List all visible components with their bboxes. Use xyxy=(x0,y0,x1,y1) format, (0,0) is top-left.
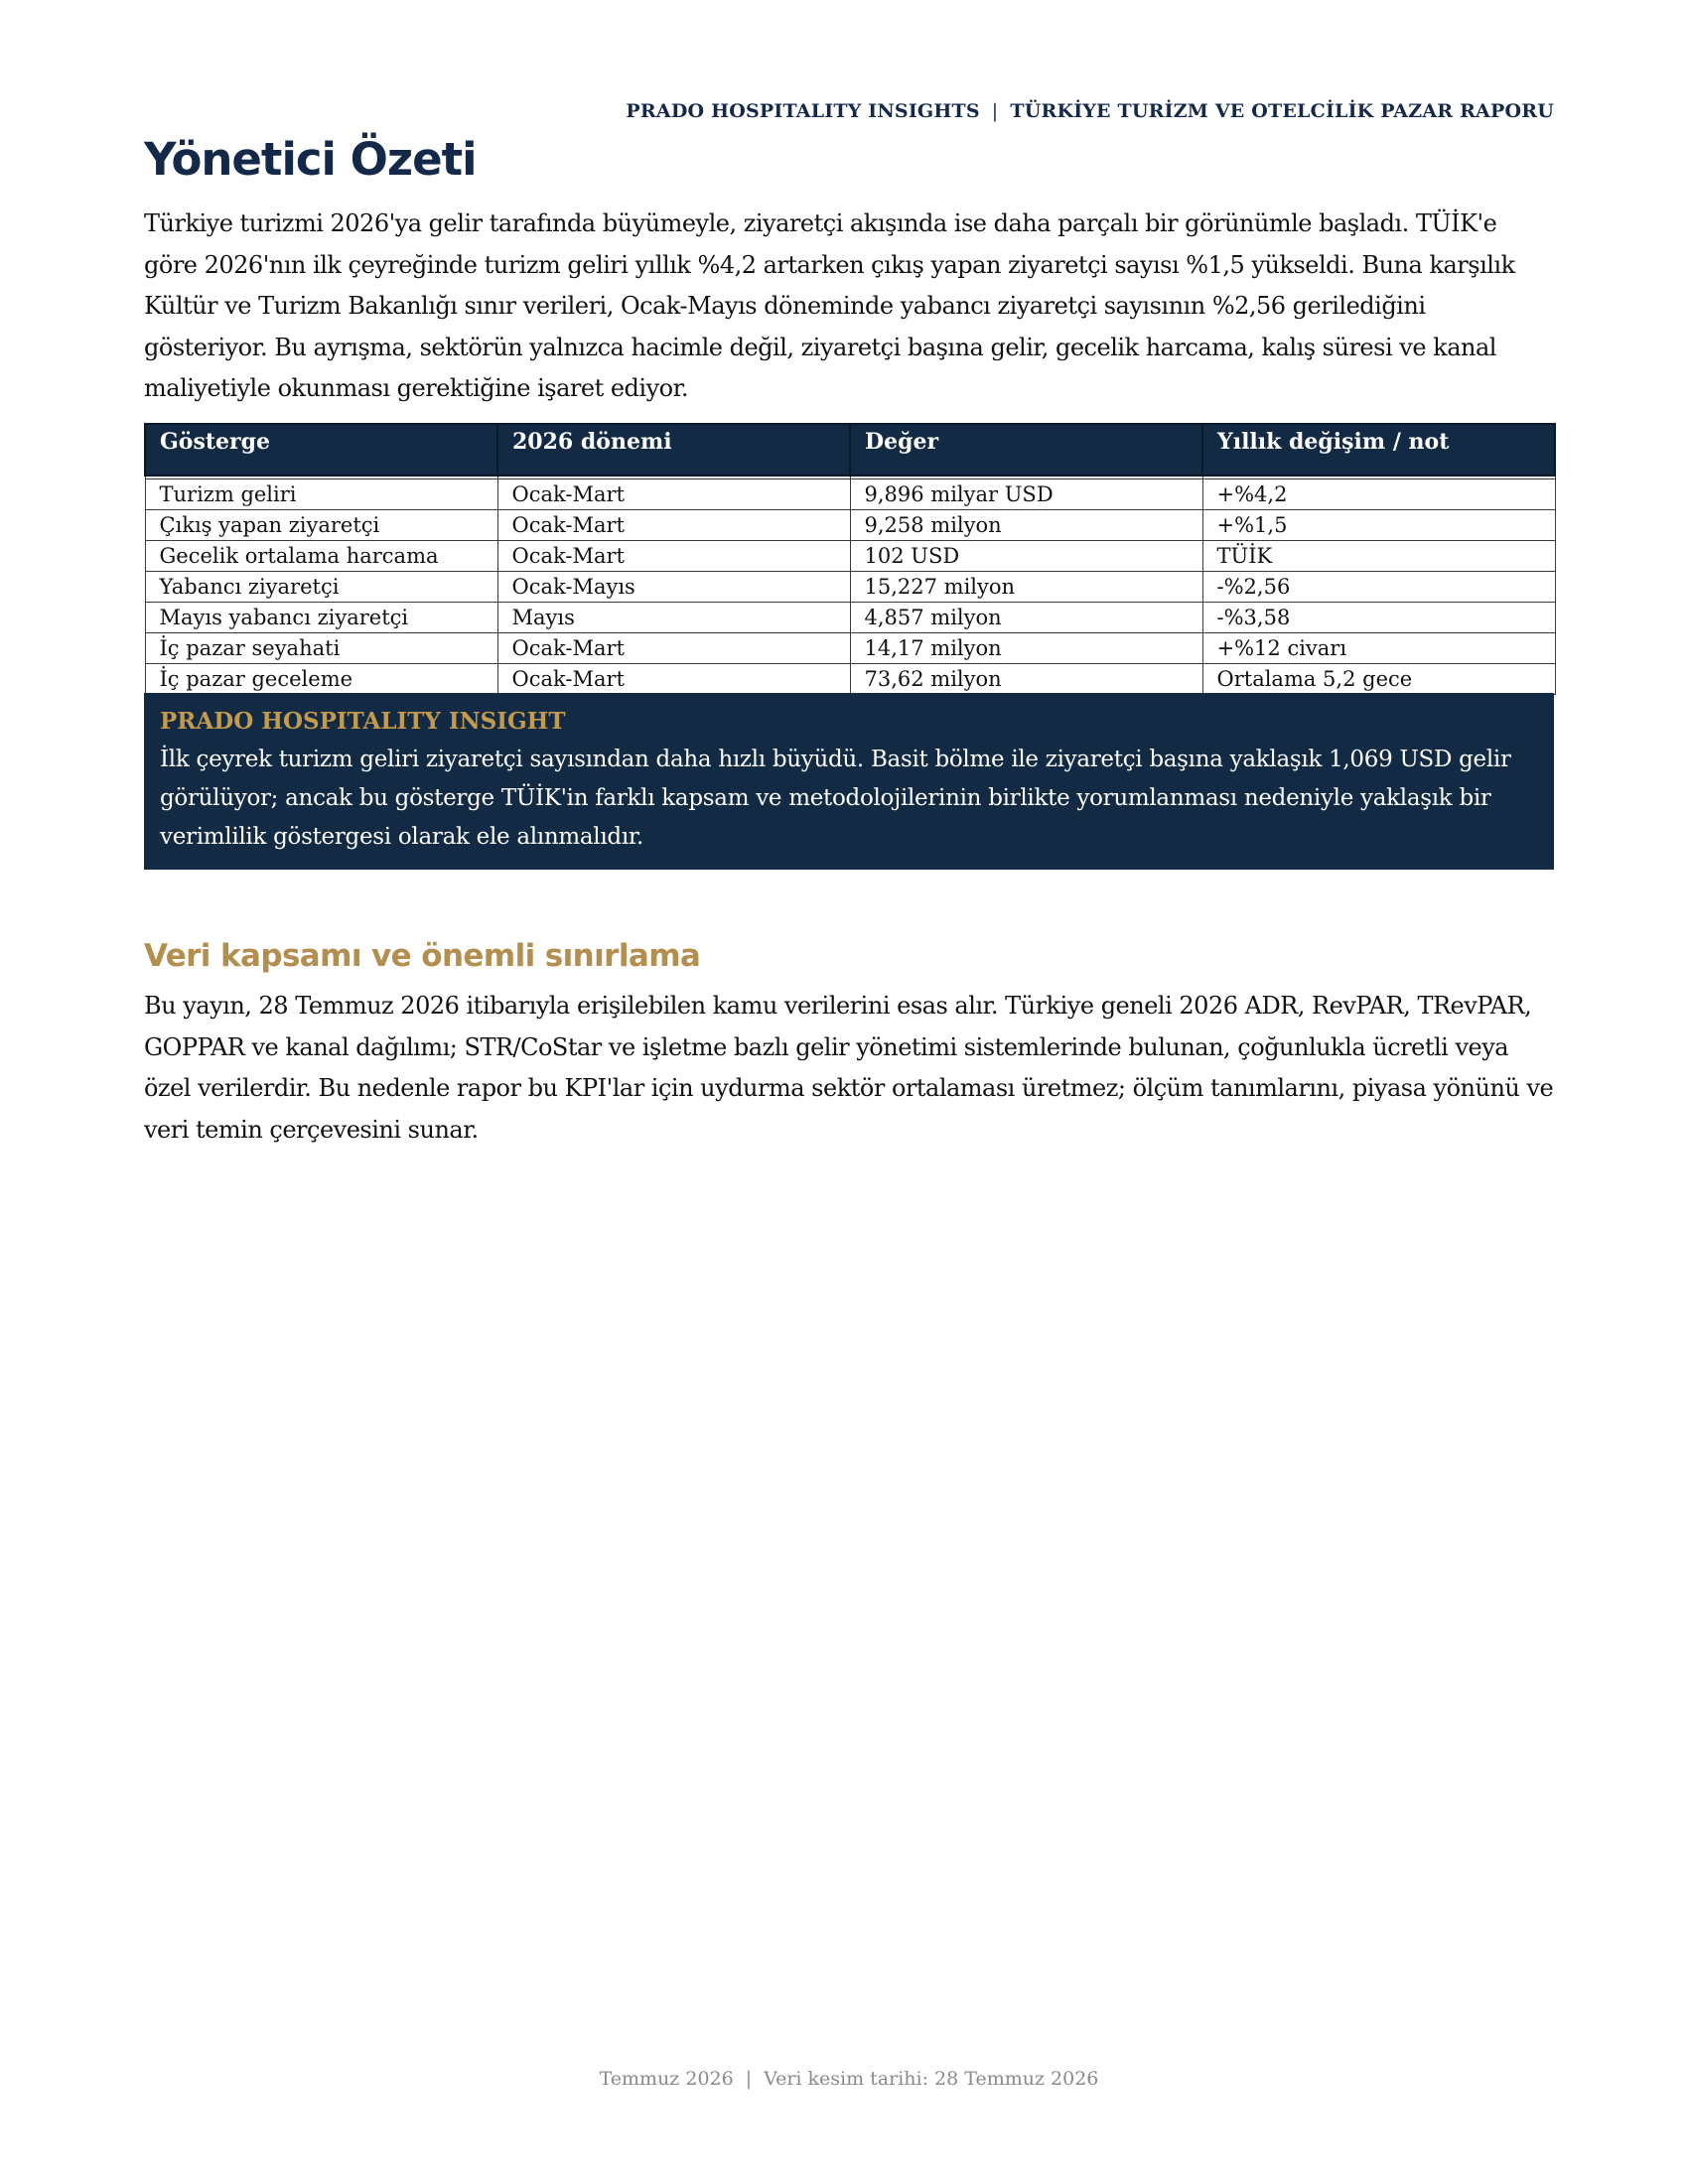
table-row xyxy=(145,510,1555,541)
section-paragraph: Bu yayın, 28 Temmuz 2026 itibarıyla erişilebilen kamu verilerini esas alır. Türkiye geneli 2026 ADR, RevPAR, TRevPAR, GOPPAR ve kanal dağılımı; STR/CoStar ve işletme bazlı gelir yönetimi sistemlerinde bulunan, çoğunlukla ücretli veya özel verilerdir. Bu nedenle rapor bu KPI'lar için uydurma sektör ortalaması üretmez; ölçüm tanımlarını, piyasa yönünü ve veri temin çerçevesini sunar. xyxy=(144,992,1554,1144)
insight-title: PRADO HOSPITALITY INSIGHT xyxy=(160,708,566,735)
table-cell: 15,227 milyon xyxy=(850,572,1202,603)
header-brand: PRADO HOSPITALITY INSIGHTS xyxy=(626,100,980,122)
footer-cutoff: Veri kesim tarihi: 28 Temmuz 2026 xyxy=(764,2068,1099,2090)
document-page xyxy=(144,0,1554,2184)
table-cell: -%2,56 xyxy=(1202,572,1555,603)
insight-text: İlk çeyrek turizm geliri ziyaretçi sayısından daha hızlı büyüdü. Basit bölme ile ziyaretçi başına yaklaşık 1,069 USD gelir görülüyor; ancak bu gösterge TÜİK'in farklı kapsam ve metodolojilerinin birlikte yorumlanması nedeniyle yaklaşık bir verimlilik göstergesi olarak ele alınmalıdır. xyxy=(160,747,1511,850)
table-cell: +%1,5 xyxy=(1202,510,1555,541)
header-separator: | xyxy=(991,100,999,122)
section-title: Veri kapsamı ve önemli sınırlama xyxy=(144,938,701,974)
table-cell: 9,258 milyon xyxy=(850,510,1202,541)
table-cell: Ocak-Mart xyxy=(497,479,850,510)
table-row xyxy=(145,572,1555,603)
table-cell: Ocak-Mart xyxy=(497,541,850,572)
table-header-row xyxy=(145,424,1555,476)
footer-separator: | xyxy=(745,2068,753,2090)
table-cell: +%12 civarı xyxy=(1202,633,1555,664)
table-header-cell: Gösterge xyxy=(145,424,497,476)
table-row xyxy=(145,479,1555,510)
table-cell: TÜİK xyxy=(1202,541,1555,572)
table-cell: 14,17 milyon xyxy=(850,633,1202,664)
insight-callout xyxy=(144,693,1554,870)
table-cell: Çıkış yapan ziyaretçi xyxy=(145,510,497,541)
table-cell: 73,62 milyon xyxy=(850,664,1202,695)
table-row xyxy=(145,664,1555,695)
intro-paragraph: Türkiye turizmi 2026'ya gelir tarafında büyümeyle, ziyaretçi akışında ise daha parçalı bir görünümle başladı. TÜİK'e göre 2026'nın ilk çeyreğinde turizm geliri yıllık %4,2 artarken çıkış yapan ziyaretçi sayısı %1,5 yükseldi. Buna karşılık Kültür ve Turizm Bakanlığı sınır verileri, Ocak-Mayıs döneminde yabancı ziyaretçi sayısının %2,56 gerilediğini gösteriyor. Bu ayrışma, sektörün yalnızca hacimle değil, ziyaretçi başına gelir, gecelik harcama, kalış süresi ve kanal maliyetiyle okunması gerektiğine işaret ediyor. xyxy=(144,209,1515,402)
table-cell: İç pazar geceleme xyxy=(145,664,497,695)
table-cell: Ortalama 5,2 gece xyxy=(1202,664,1555,695)
header-report-title: TÜRKİYE TURİZM VE OTELCİLİK PAZAR RAPORU xyxy=(1010,100,1554,122)
table-cell: Yabancı ziyaretçi xyxy=(145,572,497,603)
table-cell: 9,896 milyar USD xyxy=(850,479,1202,510)
table-row xyxy=(145,541,1555,572)
indicator-table xyxy=(144,423,1556,695)
table-cell: Ocak-Mart xyxy=(497,510,850,541)
footer-date: Temmuz 2026 xyxy=(599,2068,734,2090)
page-footer xyxy=(144,2068,1554,2090)
table-row xyxy=(145,633,1555,664)
table-header-cell: 2026 dönemi xyxy=(497,424,850,476)
table-cell: +%4,2 xyxy=(1202,479,1555,510)
table-row xyxy=(145,603,1555,633)
table-cell: Turizm geliri xyxy=(145,479,497,510)
table-cell: İç pazar seyahati xyxy=(145,633,497,664)
table-cell: Gecelik ortalama harcama xyxy=(145,541,497,572)
table-cell: Ocak-Mart xyxy=(497,664,850,695)
page-title: Yönetici Özeti xyxy=(144,133,477,186)
running-header xyxy=(626,100,1554,122)
table-cell: 4,857 milyon xyxy=(850,603,1202,633)
table-header-cell: Yıllık değişim / not xyxy=(1202,424,1555,476)
table-cell: Ocak-Mayıs xyxy=(497,572,850,603)
table-cell: 102 USD xyxy=(850,541,1202,572)
table-cell: Mayıs yabancı ziyaretçi xyxy=(145,603,497,633)
table-cell: Ocak-Mart xyxy=(497,633,850,664)
table-cell: Mayıs xyxy=(497,603,850,633)
table-header-cell: Değer xyxy=(850,424,1202,476)
table-cell: -%3,58 xyxy=(1202,603,1555,633)
